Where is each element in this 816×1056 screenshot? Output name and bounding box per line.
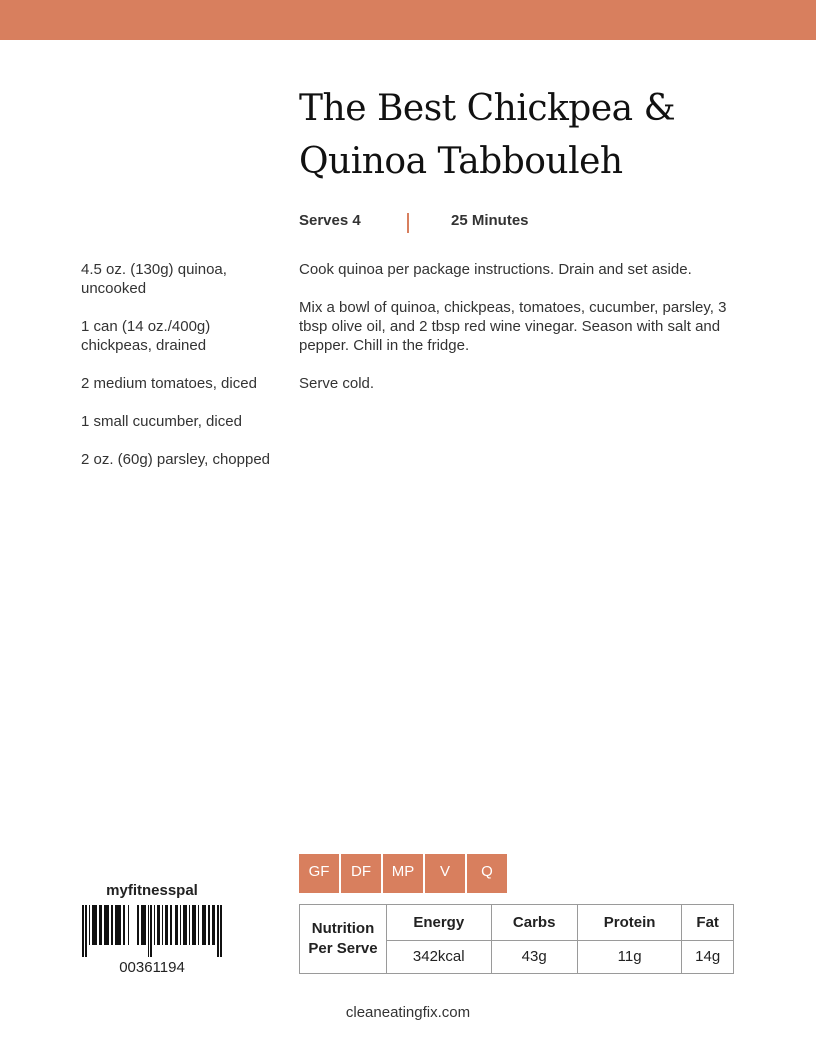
nutrition-value: 11g [577,940,681,974]
method-steps [299,260,739,412]
ingredient-item: 1 small cucumber, diced [81,413,242,430]
nutrition-table [299,904,734,974]
method-step: Cook quinoa per package instructions. Drain and set aside. [299,261,692,278]
myfitnesspal-label: myfitnesspal [106,882,198,899]
ingredient-item: 2 medium tomatoes, diced [81,375,257,392]
ingredients-list [81,260,281,488]
diet-tag: GF [299,854,339,893]
recipe-title-line-1: The Best Chickpea & [299,88,676,129]
recipe-title-line-2: Quinoa Tabbouleh [299,141,623,182]
diet-tags [299,854,509,893]
barcode-number: 00361194 [119,959,185,976]
diet-tag: V [425,854,465,893]
nutrition-value: 14g [682,940,734,974]
method-step: Mix a bowl of quinoa, chickpeas, tomatoes, cucumber, parsley, 3 tbsp olive oil, and 2 tbsp red wine vinegar. Season with salt and pepper. Chill in the fridge. [299,299,727,354]
table-row [300,905,734,941]
servings-label: Serves 4 [299,212,361,229]
ingredient-item: 4.5 oz. (130g) quinoa, uncooked [81,261,227,297]
column-header: Protein [577,905,681,941]
method-step: Serve cold. [299,375,375,392]
diet-tag: DF [341,854,381,893]
recipe-title [299,82,769,188]
diet-tag: Q [467,854,507,893]
nutrition-value: 342kcal [387,940,492,974]
diet-tag: MP [383,854,423,893]
nutrition-row-header: Nutrition Per Serve [300,905,387,974]
column-header: Energy [387,905,492,941]
footer-website: cleaneatingfix.com [345,1004,471,1021]
time-label: 25 Minutes [451,212,529,229]
ingredient-item: 2 oz. (60g) parsley, chopped [81,451,271,468]
barcode-image [82,905,222,957]
ingredient-item: 1 can (14 oz./400g) chickpeas, drained [81,318,211,354]
meta-divider [407,213,409,233]
nutrition-value: 43g [491,940,577,974]
column-header: Carbs [491,905,577,941]
column-header: Fat [682,905,734,941]
header-accent-bar [0,0,816,40]
